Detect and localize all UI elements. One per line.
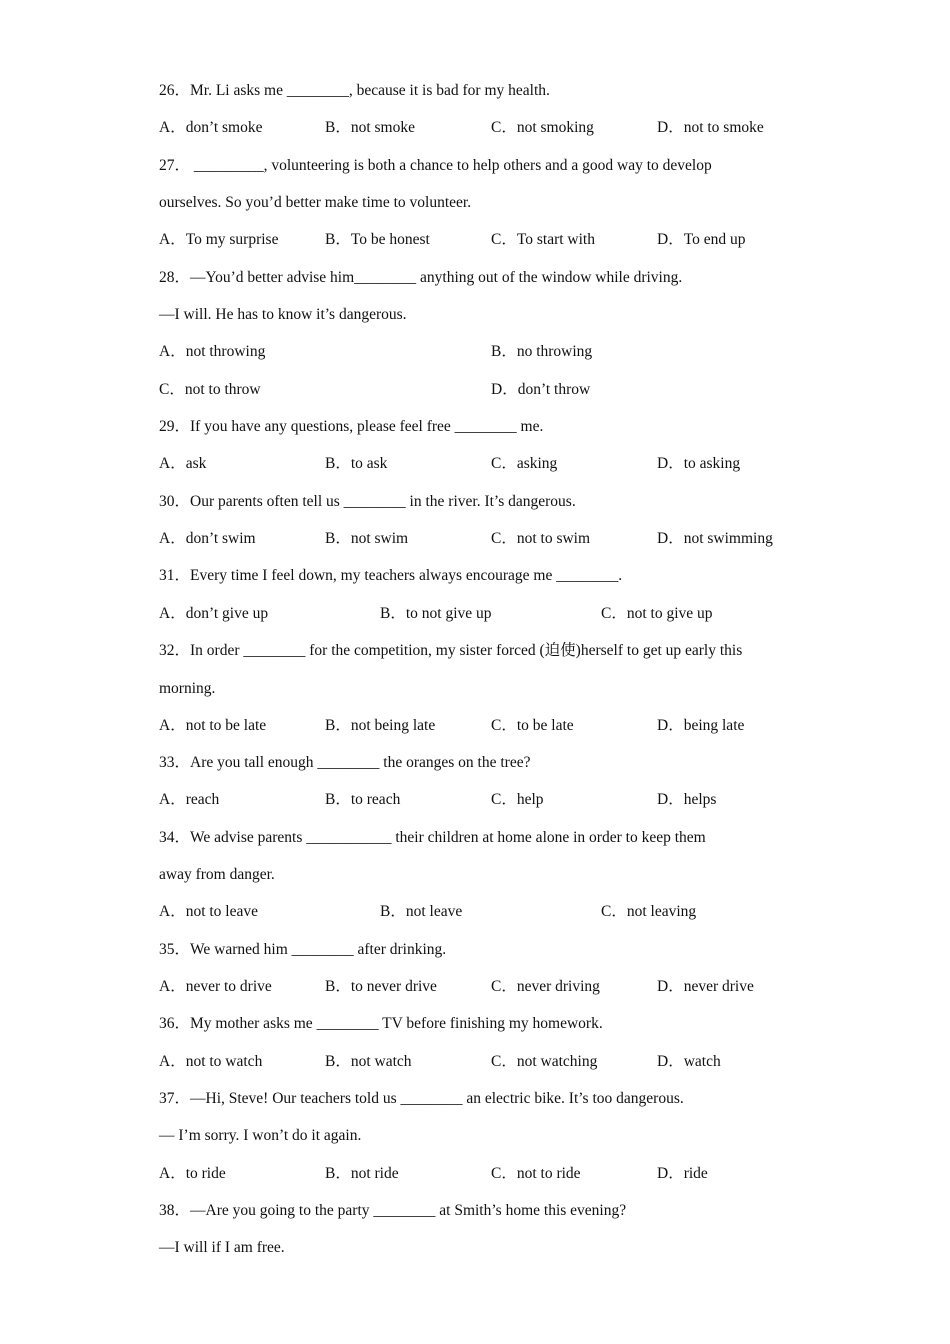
q29-option-a: A．ask [159, 455, 207, 472]
q33-option-a: A．reach [159, 791, 220, 808]
q37-option-a: A．to ride [159, 1165, 226, 1182]
q32-option-d: D．being late [657, 717, 745, 734]
question-26-stem: 26．Mr. Li asks me ________, because it is bad for my health. [159, 82, 550, 99]
question-27-stem: 27． _________, volunteering is both a chance to help others and a good way to develop [159, 157, 712, 174]
q30-option-c: C．not to swim [491, 530, 591, 547]
q34-option-c: C．not leaving [601, 903, 697, 920]
q29-option-b: B．to ask [325, 455, 388, 472]
question-37-reply: — I’m sorry. I won’t do it again. [159, 1127, 362, 1144]
q28-option-d: D．don’t throw [491, 381, 591, 398]
q30-option-a: A．don’t swim [159, 530, 256, 547]
q37-option-d: D．ride [657, 1165, 708, 1182]
q35-option-d: D．never drive [657, 978, 754, 995]
q26-option-b: B．not smoke [325, 119, 415, 136]
question-34-stem-cont: away from danger. [159, 866, 275, 883]
q33-option-c: C．help [491, 791, 544, 808]
question-38-stem: 38．—Are you going to the party ________ at Smith’s home this evening? [159, 1202, 627, 1219]
q36-option-d: D．watch [657, 1053, 721, 1070]
q28-option-b: B．no throwing [491, 343, 593, 360]
q26-option-d: D．not to smoke [657, 119, 764, 136]
q27-option-b: B．To be honest [325, 231, 430, 248]
q36-option-a: A．not to watch [159, 1053, 263, 1070]
question-30-stem: 30．Our parents often tell us ________ in the river. It’s dangerous. [159, 493, 576, 510]
q28-option-a: A．not throwing [159, 343, 266, 360]
question-33-stem: 33．Are you tall enough ________ the oranges on the tree? [159, 754, 531, 771]
q29-option-c: C．asking [491, 455, 558, 472]
q30-option-b: B．not swim [325, 530, 409, 547]
q29-option-d: D．to asking [657, 455, 741, 472]
q36-option-c: C．not watching [491, 1053, 598, 1070]
question-32-stem-cont: morning. [159, 680, 216, 697]
question-36-stem: 36．My mother asks me ________ TV before finishing my homework. [159, 1015, 603, 1032]
question-38-reply: —I will if I am free. [159, 1239, 285, 1256]
question-34-stem: 34．We advise parents ___________ their children at home alone in order to keep them [159, 829, 706, 846]
q37-option-b: B．not ride [325, 1165, 399, 1182]
q37-option-c: C．not to ride [491, 1165, 581, 1182]
q26-option-c: C．not smoking [491, 119, 594, 136]
q32-option-c: C．to be late [491, 717, 574, 734]
question-32-stem: 32．In order ________ for the competition, my sister forced (迫使)herself to get up early this [159, 642, 743, 659]
question-27-stem-cont: ourselves. So you’d better make time to volunteer. [159, 194, 472, 211]
question-29-stem: 29．If you have any questions, please feel free ________ me. [159, 418, 544, 435]
q32-option-b: B．not being late [325, 717, 436, 734]
q28-option-c: C．not to throw [159, 381, 261, 398]
q31-option-b: B．to not give up [380, 605, 492, 622]
q33-option-d: D．helps [657, 791, 717, 808]
q34-option-a: A．not to leave [159, 903, 259, 920]
q35-option-a: A．never to drive [159, 978, 272, 995]
question-37-stem: 37．—Hi, Steve! Our teachers told us ________ an electric bike. It’s too dangerous. [159, 1090, 684, 1107]
q31-option-a: A．don’t give up [159, 605, 269, 622]
q27-option-a: A．To my surprise [159, 231, 279, 248]
q33-option-b: B．to reach [325, 791, 401, 808]
q35-option-c: C．never driving [491, 978, 600, 995]
q31-option-c: C．not to give up [601, 605, 713, 622]
q36-option-b: B．not watch [325, 1053, 412, 1070]
question-28-reply: —I will. He has to know it’s dangerous. [159, 306, 407, 323]
question-28-stem: 28．—You’d better advise him________ anything out of the window while driving. [159, 269, 683, 286]
q32-option-a: A．not to be late [159, 717, 267, 734]
q27-option-c: C．To start with [491, 231, 595, 248]
q35-option-b: B．to never drive [325, 978, 437, 995]
q27-option-d: D．To end up [657, 231, 746, 248]
question-31-stem: 31．Every time I feel down, my teachers always encourage me ________. [159, 567, 623, 584]
q34-option-b: B．not leave [380, 903, 463, 920]
q26-option-a: A．don’t smoke [159, 119, 263, 136]
question-35-stem: 35．We warned him ________ after drinking. [159, 941, 447, 958]
q30-option-d: D．not swimming [657, 530, 773, 547]
